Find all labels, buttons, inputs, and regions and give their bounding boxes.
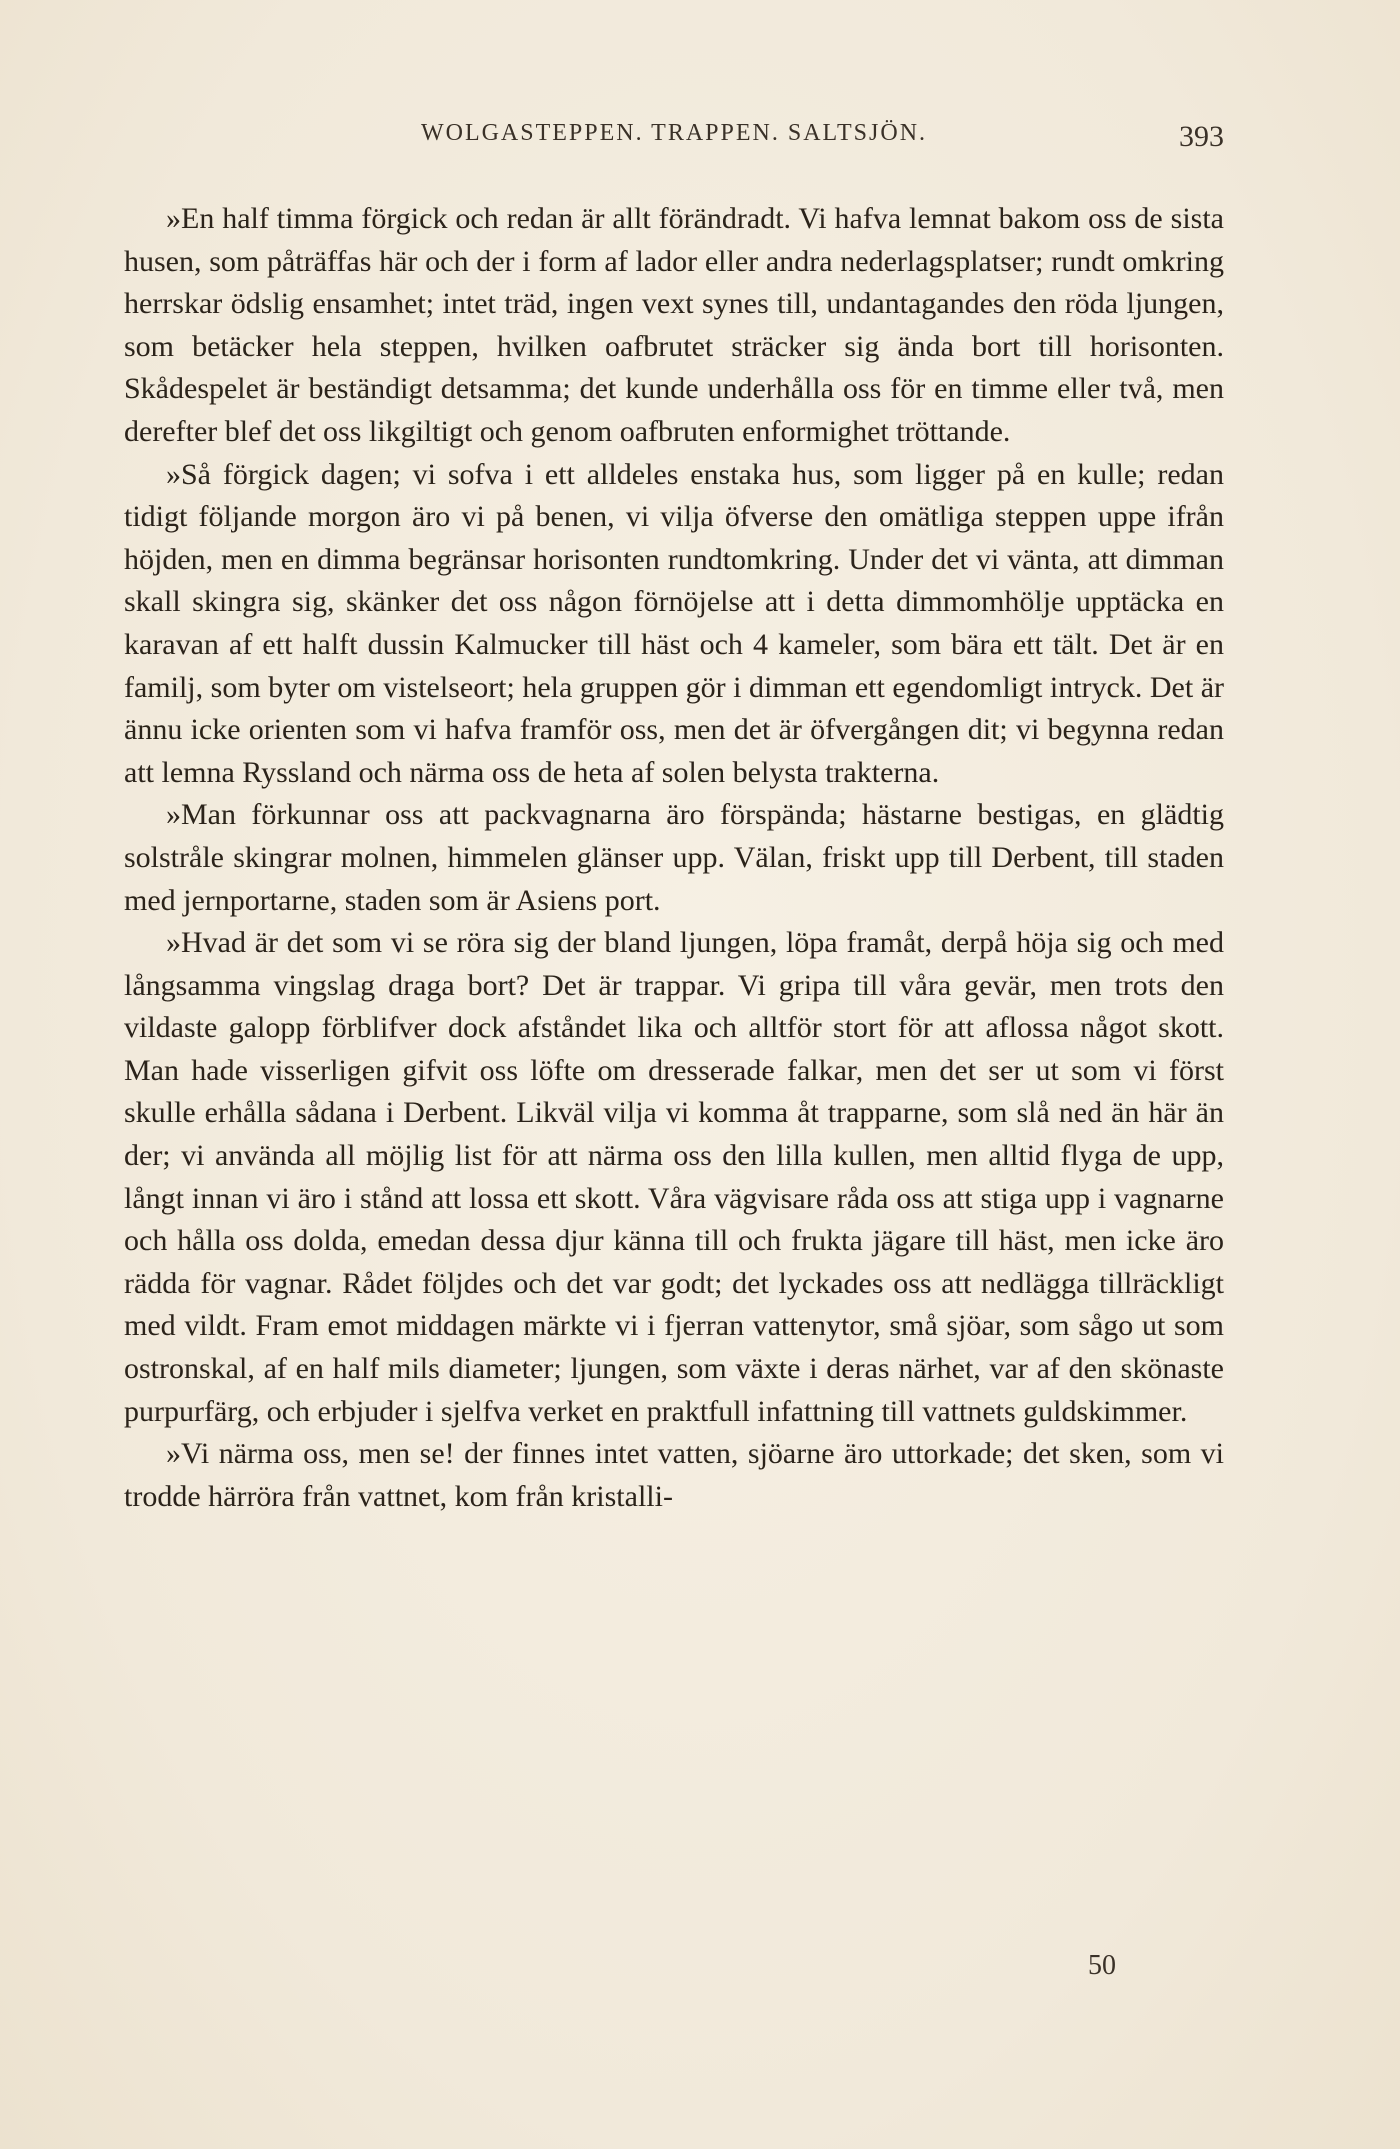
- paragraph: »Hvad är det som vi se röra sig der bland ljungen, löpa framåt, derpå höja sig och med långsamma vingslag draga bort? Det är trappar. Vi gripa till våra gevär, men trots den vildaste galopp förblifver dock afståndet lika och alltför stort för att aflossa något skott. Man hade visserligen gifvit oss löfte om dresserade falkar, men det ser ut som vi först skulle erhålla sådana i Derbent. Likväl vilja vi komma åt trapparne, som slå ned än här än der; vi använda all möjlig list för att närma oss den lilla kullen, men alltid flyga de upp, långt innan vi äro i stånd att lossa ett skott. Våra vägvisare råda oss att stiga upp i vagnarne och hålla oss dolda, emedan dessa djur känna till och frukta jägare till häst, men icke äro rädda för vagnar. Rådet följdes och det var godt; det lyckades oss att nedlägga tillräckligt med vildt. Fram emot middagen märkte vi i fjerran vattenytor, små sjöar, som sågo ut som ostronskal, af en half mils diameter; ljungen, som växte i deras närhet, var af den skönaste purpurfärg, och erbjuder i sjelfva verket en praktfull infattning till vattnets guldskimmer.: [124, 926, 1224, 1428]
- body-text: [124, 198, 1224, 1518]
- signature-mark: 50: [1088, 1950, 1116, 1981]
- paragraph: »Man förkunnar oss att packvagnarna äro förspända; hästarne bestigas, en glädtig solstråle skingrar molnen, himmelen glänser upp. Välan, friskt upp till Derbent, till staden med jernportarne, staden som är Asiens port.: [124, 798, 1224, 917]
- page-number: 393: [1179, 120, 1224, 153]
- page-header: [124, 120, 1224, 160]
- running-head: WOLGASTEPPEN. TRAPPEN. SALTSJÖN.: [420, 120, 928, 146]
- paragraph: »En half timma förgick och redan är allt förändradt. Vi hafva lemnat bakom oss de sista husen, som påträffas här och der i form af lador eller andra nederlagsplatser; rundt omkring herrskar ödslig ensamhet; intet träd, ingen vext synes till, undantagandes den röda ljungen, som betäcker hela steppen, hvilken oafbrutet sträcker sig ända bort till horisonten. Skådespelet är beständigt detsamma; det kunde underhålla oss för en timme eller två, men derefter blef det oss likgiltigt och genom oafbruten enformighet tröttande.: [124, 202, 1224, 448]
- paragraph: »Vi närma oss, men se! der finnes intet vatten, sjöarne äro uttorkade; det sken, som vi trodde härröra från vattnet, kom från kristalli-: [124, 1437, 1224, 1513]
- paragraph: »Så förgick dagen; vi sofva i ett alldeles enstaka hus, som ligger på en kulle; redan tidigt följande morgon äro vi på benen, vi vilja öfverse den omätliga steppen uppe ifrån höjden, men en dimma begränsar horisonten rundtomkring. Under det vi vänta, att dimman skall skingra sig, skänker det oss någon förnöjelse att i detta dimmomhölje upptäcka en karavan af ett halft dussin Kalmucker till häst och 4 kameler, som bära ett tält. Det är en familj, som byter om vistelseort; hela gruppen gör i dimman ett egendomligt intryck. Det är ännu icke orienten som vi hafva framför oss, men det är öfvergången dit; vi begynna redan att lemna Ryssland och närma oss de heta af solen belysta trakterna.: [124, 457, 1224, 789]
